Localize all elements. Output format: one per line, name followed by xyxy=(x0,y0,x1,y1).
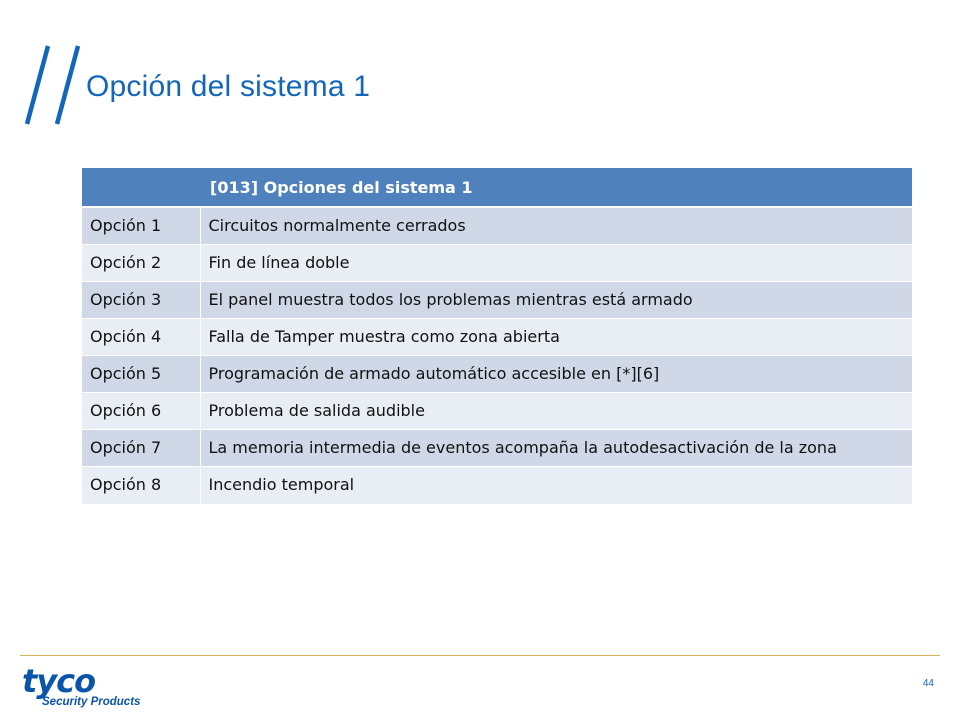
page-number: 44 xyxy=(922,678,934,689)
option-label: Opción 7 xyxy=(82,430,200,467)
option-description: La memoria intermedia de eventos acompaña la autodesactivación de la zona xyxy=(200,430,912,467)
option-description: Circuitos normalmente cerrados xyxy=(200,207,912,245)
option-label: Opción 4 xyxy=(82,319,200,356)
option-label: Opción 3 xyxy=(82,282,200,319)
system-options-table xyxy=(82,168,912,504)
option-description: Incendio temporal xyxy=(200,467,912,504)
table-row xyxy=(82,319,912,356)
table-header-title: [013] Opciones del sistema 1 xyxy=(200,168,912,207)
table-row xyxy=(82,356,912,393)
option-label: Opción 5 xyxy=(82,356,200,393)
option-label: Opción 2 xyxy=(82,245,200,282)
option-description: Fin de línea doble xyxy=(200,245,912,282)
table-row xyxy=(82,430,912,467)
logo-text: tyco xyxy=(22,662,96,700)
table-row xyxy=(82,393,912,430)
table-row xyxy=(82,282,912,319)
option-description: Problema de salida audible xyxy=(200,393,912,430)
table-row xyxy=(82,207,912,245)
option-description: Programación de armado automático accesible en [*][6] xyxy=(200,356,912,393)
title-slashes-decoration xyxy=(22,42,84,128)
table-header-row xyxy=(82,168,912,207)
logo-subtext: Security Products xyxy=(42,696,141,708)
option-label: Opción 8 xyxy=(82,467,200,504)
page-title: Opción del sistema 1 xyxy=(86,70,371,103)
option-description: Falla de Tamper muestra como zona abierta xyxy=(200,319,912,356)
option-label: Opción 6 xyxy=(82,393,200,430)
option-description: El panel muestra todos los problemas mientras está armado xyxy=(200,282,912,319)
footer-divider xyxy=(20,655,940,656)
table-header-empty xyxy=(82,168,200,207)
tyco-logo xyxy=(22,662,141,708)
table-row xyxy=(82,467,912,504)
option-label: Opción 1 xyxy=(82,207,200,245)
table-row xyxy=(82,245,912,282)
